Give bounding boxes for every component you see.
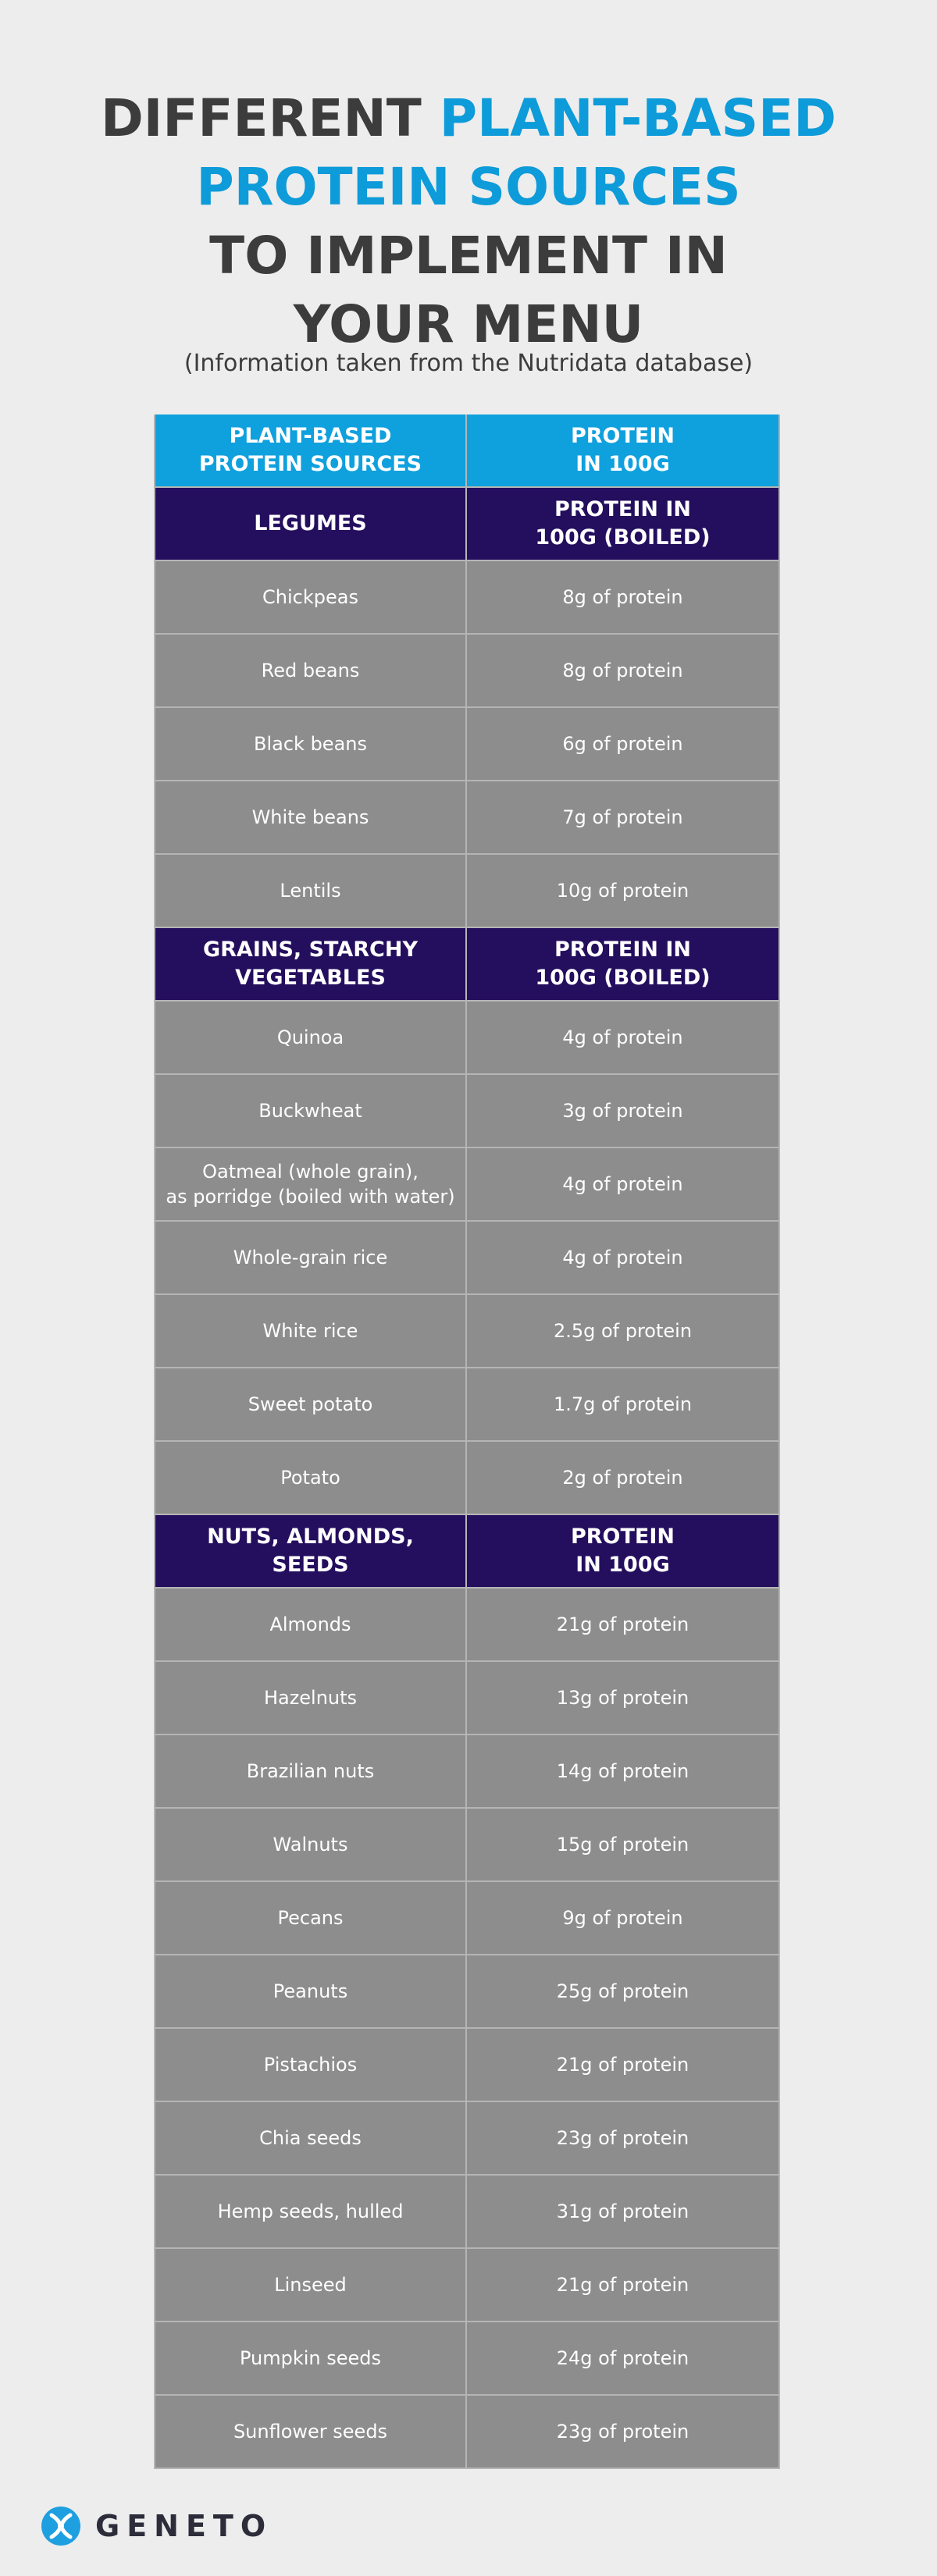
protein-value-cell: [467, 1002, 780, 1075]
section-name-label: GRAINS, STARCHY VEGETABLES: [202, 938, 418, 990]
protein-value: 25g of protein: [556, 1980, 689, 2002]
section-name: [154, 928, 467, 1002]
protein-value-cell: [467, 1368, 780, 1442]
protein-value: 10g of protein: [556, 880, 689, 902]
protein-value-cell: [467, 2176, 780, 2249]
protein-value-cell: [467, 1589, 780, 1662]
food-name-cell: [154, 1002, 467, 1075]
geneto-logo-icon: [41, 2506, 81, 2546]
table-row: [154, 2322, 783, 2396]
protein-value-cell: [467, 1442, 780, 1515]
protein-value-cell: [467, 2102, 780, 2176]
table-row: [154, 855, 783, 928]
table-row: [154, 1809, 783, 1882]
table-row: [154, 1148, 783, 1222]
food-name: Hemp seeds, hulled: [217, 2201, 404, 2222]
section-header-row: [154, 488, 783, 561]
food-name: Chickpeas: [262, 586, 358, 608]
food-name: Quinoa: [276, 1026, 344, 1048]
section-header-row: [154, 1515, 783, 1589]
protein-value: 7g of protein: [562, 806, 683, 828]
title-line-1-b: PLANT-BASED: [439, 88, 836, 148]
food-name: Whole-grain rice: [233, 1247, 388, 1268]
protein-value-cell: [467, 1662, 780, 1735]
protein-value: 13g of protein: [556, 1687, 689, 1709]
header-source-label: PLANT-BASED PROTEIN SOURCES: [198, 424, 422, 476]
title-line-1-a: DIFFERENT: [101, 88, 440, 148]
brand-logo: [41, 2503, 273, 2549]
table-row: [154, 635, 783, 708]
protein-value-cell: [467, 1735, 780, 1809]
food-name: Buckwheat: [258, 1100, 362, 1122]
table-row: [154, 1368, 783, 1442]
protein-value: 9g of protein: [562, 1907, 683, 1929]
protein-value: 8g of protein: [562, 586, 683, 608]
food-name: Almonds: [269, 1614, 351, 1635]
header-protein: [467, 415, 780, 488]
table-row: [154, 2249, 783, 2322]
protein-value-cell: [467, 2396, 780, 2469]
brand-name: GENETO: [95, 2509, 273, 2543]
food-name-cell: [154, 1662, 467, 1735]
protein-value-cell: [467, 2029, 780, 2102]
section-unit: [467, 928, 780, 1002]
protein-value-cell: [467, 561, 780, 635]
food-name: Linseed: [274, 2274, 347, 2296]
food-name-cell: [154, 708, 467, 781]
protein-value: 21g of protein: [556, 2054, 689, 2076]
protein-value: 14g of protein: [556, 1760, 689, 1782]
section-unit-label: PROTEIN IN 100G: [570, 1525, 675, 1577]
protein-value: 24g of protein: [556, 2347, 689, 2369]
table-row: [154, 1589, 783, 1662]
section-name-label: NUTS, ALMONDS, SEEDS: [207, 1525, 414, 1577]
food-name: Brazilian nuts: [246, 1760, 375, 1782]
section-unit: [467, 1515, 780, 1589]
food-name-cell: [154, 1148, 467, 1222]
protein-value-cell: [467, 708, 780, 781]
title-line-3: TO IMPLEMENT IN: [209, 226, 728, 286]
protein-value-cell: [467, 1295, 780, 1368]
protein-table: [154, 415, 783, 2469]
food-name: Chia seeds: [259, 2127, 362, 2149]
protein-value: 23g of protein: [556, 2127, 689, 2149]
table-row: [154, 1295, 783, 1368]
protein-value: 21g of protein: [556, 2274, 689, 2296]
section-unit: [467, 488, 780, 561]
food-name: White rice: [262, 1320, 358, 1342]
food-name-cell: [154, 2176, 467, 2249]
protein-value-cell: [467, 2249, 780, 2322]
table-row: [154, 1222, 783, 1295]
protein-value-cell: [467, 1882, 780, 1955]
food-name-cell: [154, 1222, 467, 1295]
table-header-row: [154, 415, 783, 488]
header-source: [154, 415, 467, 488]
food-name: Walnuts: [273, 1834, 348, 1856]
protein-value-cell: [467, 635, 780, 708]
food-name: Oatmeal (whole grain), as porridge (boiled with water): [166, 1161, 455, 1208]
food-name-cell: [154, 1882, 467, 1955]
protein-value: 21g of protein: [556, 1614, 689, 1635]
title-line-2: PROTEIN SOURCES: [196, 157, 741, 217]
protein-value: 15g of protein: [556, 1834, 689, 1856]
food-name-cell: [154, 635, 467, 708]
protein-value: 2g of protein: [562, 1467, 683, 1489]
section-unit-label: PROTEIN IN 100G (BOILED): [535, 497, 711, 550]
food-name-cell: [154, 1955, 467, 2029]
food-name-cell: [154, 1809, 467, 1882]
header-protein-label: PROTEIN IN 100G: [570, 424, 675, 476]
page-subtitle: (Information taken from the Nutridata database): [183, 350, 754, 377]
food-name: Peanuts: [273, 1980, 348, 2002]
protein-value-cell: [467, 1955, 780, 2029]
food-name: Pumpkin seeds: [239, 2347, 382, 2369]
title-line-1: [0, 84, 937, 153]
protein-value-cell: [467, 855, 780, 928]
protein-value: 4g of protein: [562, 1173, 683, 1195]
protein-value: 4g of protein: [562, 1247, 683, 1268]
section-name-label: LEGUMES: [254, 511, 367, 535]
protein-value: 23g of protein: [556, 2421, 689, 2443]
table-row: [154, 1075, 783, 1148]
food-name-cell: [154, 2322, 467, 2396]
protein-value-cell: [467, 1075, 780, 1148]
food-name-cell: [154, 1442, 467, 1515]
food-name-cell: [154, 1589, 467, 1662]
food-name-cell: [154, 855, 467, 928]
food-name-cell: [154, 1368, 467, 1442]
section-name: [154, 488, 467, 561]
table-row: [154, 2396, 783, 2469]
protein-value: 6g of protein: [562, 733, 683, 755]
section-header-row: [154, 928, 783, 1002]
table-row: [154, 1735, 783, 1809]
table-body: [154, 488, 783, 2469]
title-line-4: YOUR MENU: [293, 294, 644, 354]
food-name: Potato: [280, 1467, 340, 1489]
food-name-cell: [154, 1735, 467, 1809]
food-name-cell: [154, 2249, 467, 2322]
table-row: [154, 2029, 783, 2102]
table-row: [154, 1882, 783, 1955]
food-name: Red beans: [261, 660, 360, 681]
table-row: [154, 2176, 783, 2249]
food-name-cell: [154, 1075, 467, 1148]
food-name: Sunflower seeds: [233, 2421, 388, 2443]
food-name-cell: [154, 1295, 467, 1368]
table-row: [154, 1002, 783, 1075]
protein-value: 31g of protein: [556, 2201, 689, 2222]
table-row: [154, 708, 783, 781]
food-name: Hazelnuts: [263, 1687, 358, 1709]
protein-value: 4g of protein: [562, 1026, 683, 1048]
table-row: [154, 1442, 783, 1515]
section-unit-label: PROTEIN IN 100G (BOILED): [535, 938, 711, 990]
table-row: [154, 1662, 783, 1735]
table-row: [154, 1955, 783, 2029]
food-name: Pecans: [277, 1907, 344, 1929]
table-row: [154, 2102, 783, 2176]
protein-value-cell: [467, 1809, 780, 1882]
protein-value-cell: [467, 1148, 780, 1222]
food-name-cell: [154, 781, 467, 855]
food-name: Pistachios: [263, 2054, 358, 2076]
food-name: White beans: [251, 806, 369, 828]
food-name: Lentils: [280, 880, 341, 902]
section-name: [154, 1515, 467, 1589]
food-name-cell: [154, 2102, 467, 2176]
protein-value: 3g of protein: [562, 1100, 683, 1122]
food-name: Sweet potato: [248, 1393, 373, 1415]
table-row: [154, 781, 783, 855]
protein-value: 8g of protein: [562, 660, 683, 681]
food-name: Black beans: [254, 733, 367, 755]
protein-value-cell: [467, 781, 780, 855]
food-name-cell: [154, 2029, 467, 2102]
food-name-cell: [154, 561, 467, 635]
protein-value: 2.5g of protein: [553, 1320, 693, 1342]
protein-value: 1.7g of protein: [553, 1393, 693, 1415]
food-name-cell: [154, 2396, 467, 2469]
page-title: [0, 84, 937, 359]
protein-value-cell: [467, 2322, 780, 2396]
protein-value-cell: [467, 1222, 780, 1295]
table-row: [154, 561, 783, 635]
